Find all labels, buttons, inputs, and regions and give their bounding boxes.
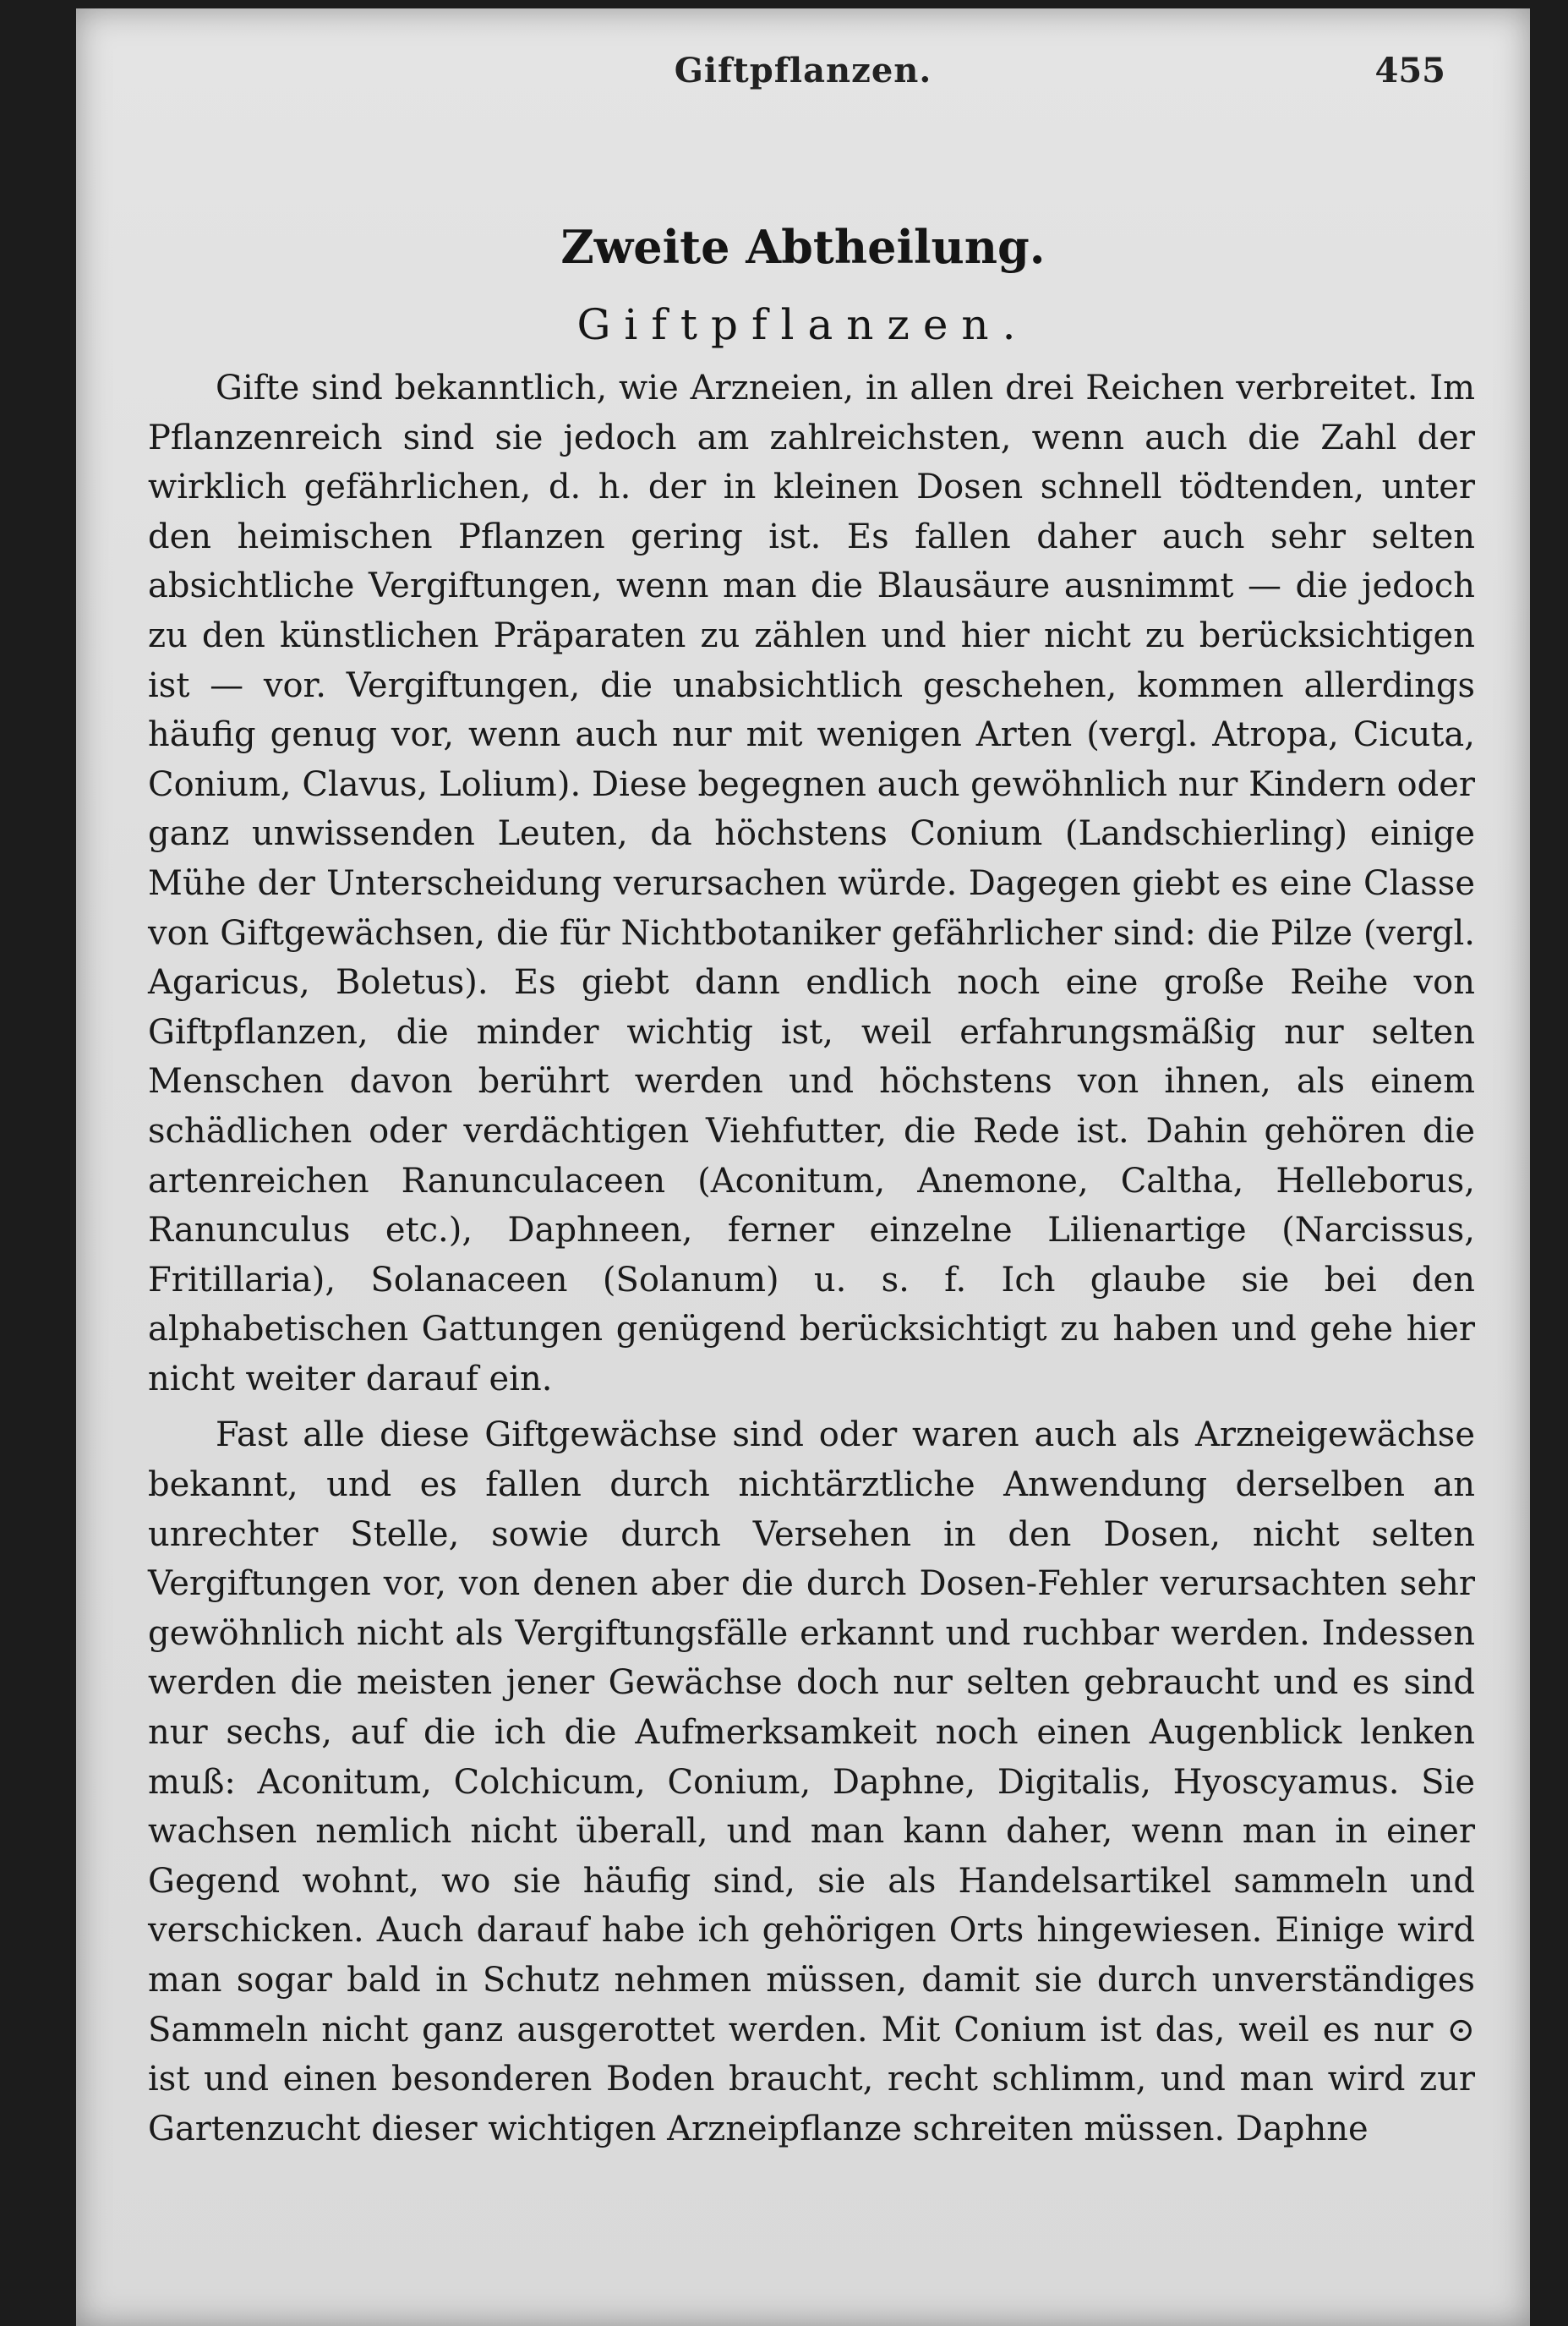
section-title: Zweite Abtheilung.	[560, 220, 1046, 274]
book-page	[76, 8, 1530, 2326]
page-number: 455	[1374, 51, 1445, 90]
chapter-subtitle: Giftpflanzen.	[576, 300, 1030, 349]
paragraph: Fast alle diese Giftgewächse sind oder waren auch als Arzneigewächse bekannt, und es fallen durch nichtärztliche Anwendung derselben an unrechter Stelle, sowie durch Versehen in den Dosen, nicht selten Vergiftungen vor, von denen aber die durch Dosen-Fehler verursachten sehr gewöhnlich nicht als Vergiftungsfälle erkannt und ruchbar werden. Indessen werden die meisten jener Gewächse doch nur selten gebraucht und es sind nur sechs, auf die ich die Aufmerksamkeit noch einen Augenblick lenken muß: Aconitum, Colchicum, Conium, Daphne, Digitalis, Hyoscyamus. Sie wachsen nemlich nicht überall, und man kann daher, wenn man in einer Gegend wohnt, wo sie häufig sind, sie als Handelsartikel sammeln und verschicken. Auch darauf habe ich gehörigen Orts hingewiesen. Einige wird man sogar bald in Schutz nehmen müssen, damit sie durch unverständiges Sammeln nicht ganz ausgerottet werden. Mit Conium ist das, weil es nur ⊙ ist und einen besonderen Boden braucht, recht schlimm, und man wird zur Gartenzucht dieser wichtigen Arzneipflanze schreiten müssen. Daphne	[148, 1415, 1475, 2148]
body-text	[148, 364, 1475, 2154]
running-title: Giftpflanzen.	[674, 51, 932, 90]
running-header	[76, 51, 1530, 110]
paragraph: Gifte sind bekanntlich, wie Arzneien, in allen drei Reichen verbreitet. Im Pflanzenreich sind sie jedoch am zahlreichsten, wenn auch die Zahl der wirklich gefährlichen, d. h. der in kleinen Dosen schnell tödtenden, unter den heimischen Pflanzen gering ist. Es fallen daher auch sehr selten absichtliche Vergiftungen, wenn man die Blausäure ausnimmt — die jedoch zu den künstlichen Präparaten zu zählen und hier nicht zu berücksichtigen ist — vor. Vergiftungen, die unabsichtlich geschehen, kommen allerdings häufig genug vor, wenn auch nur mit wenigen Arten (vergl. Atropa, Cicuta, Conium, Clavus, Lolium). Diese begegnen auch gewöhnlich nur Kindern oder ganz unwissenden Leuten, da höchstens Conium (Landschierling) einige Mühe der Unterscheidung verursachen würde. Dagegen giebt es eine Classe von Giftgewächsen, die für Nichtbotaniker gefährlicher sind: die Pilze (vergl. Agaricus, Boletus). Es giebt dann endlich noch eine große Reihe von Giftpflanzen, die minder wichtig ist, weil erfahrungsmäßig nur selten Menschen davon berührt werden und höchstens von ihnen, als einem schädlichen oder verdächtigen Viehfutter, die Rede ist. Dahin gehören die artenreichen Ranunculaceen (Aconitum, Anemone, Caltha, Helleborus, Ranunculus etc.), Daphneen, ferner einzelne Lilienartige (Narcissus, Fritillaria), Solanaceen (Solanum) u. s. f. Ich glaube sie bei den alphabetischen Gattungen genügend berücksichtigt zu haben und gehe hier nicht weiter darauf ein.	[148, 369, 1475, 1398]
